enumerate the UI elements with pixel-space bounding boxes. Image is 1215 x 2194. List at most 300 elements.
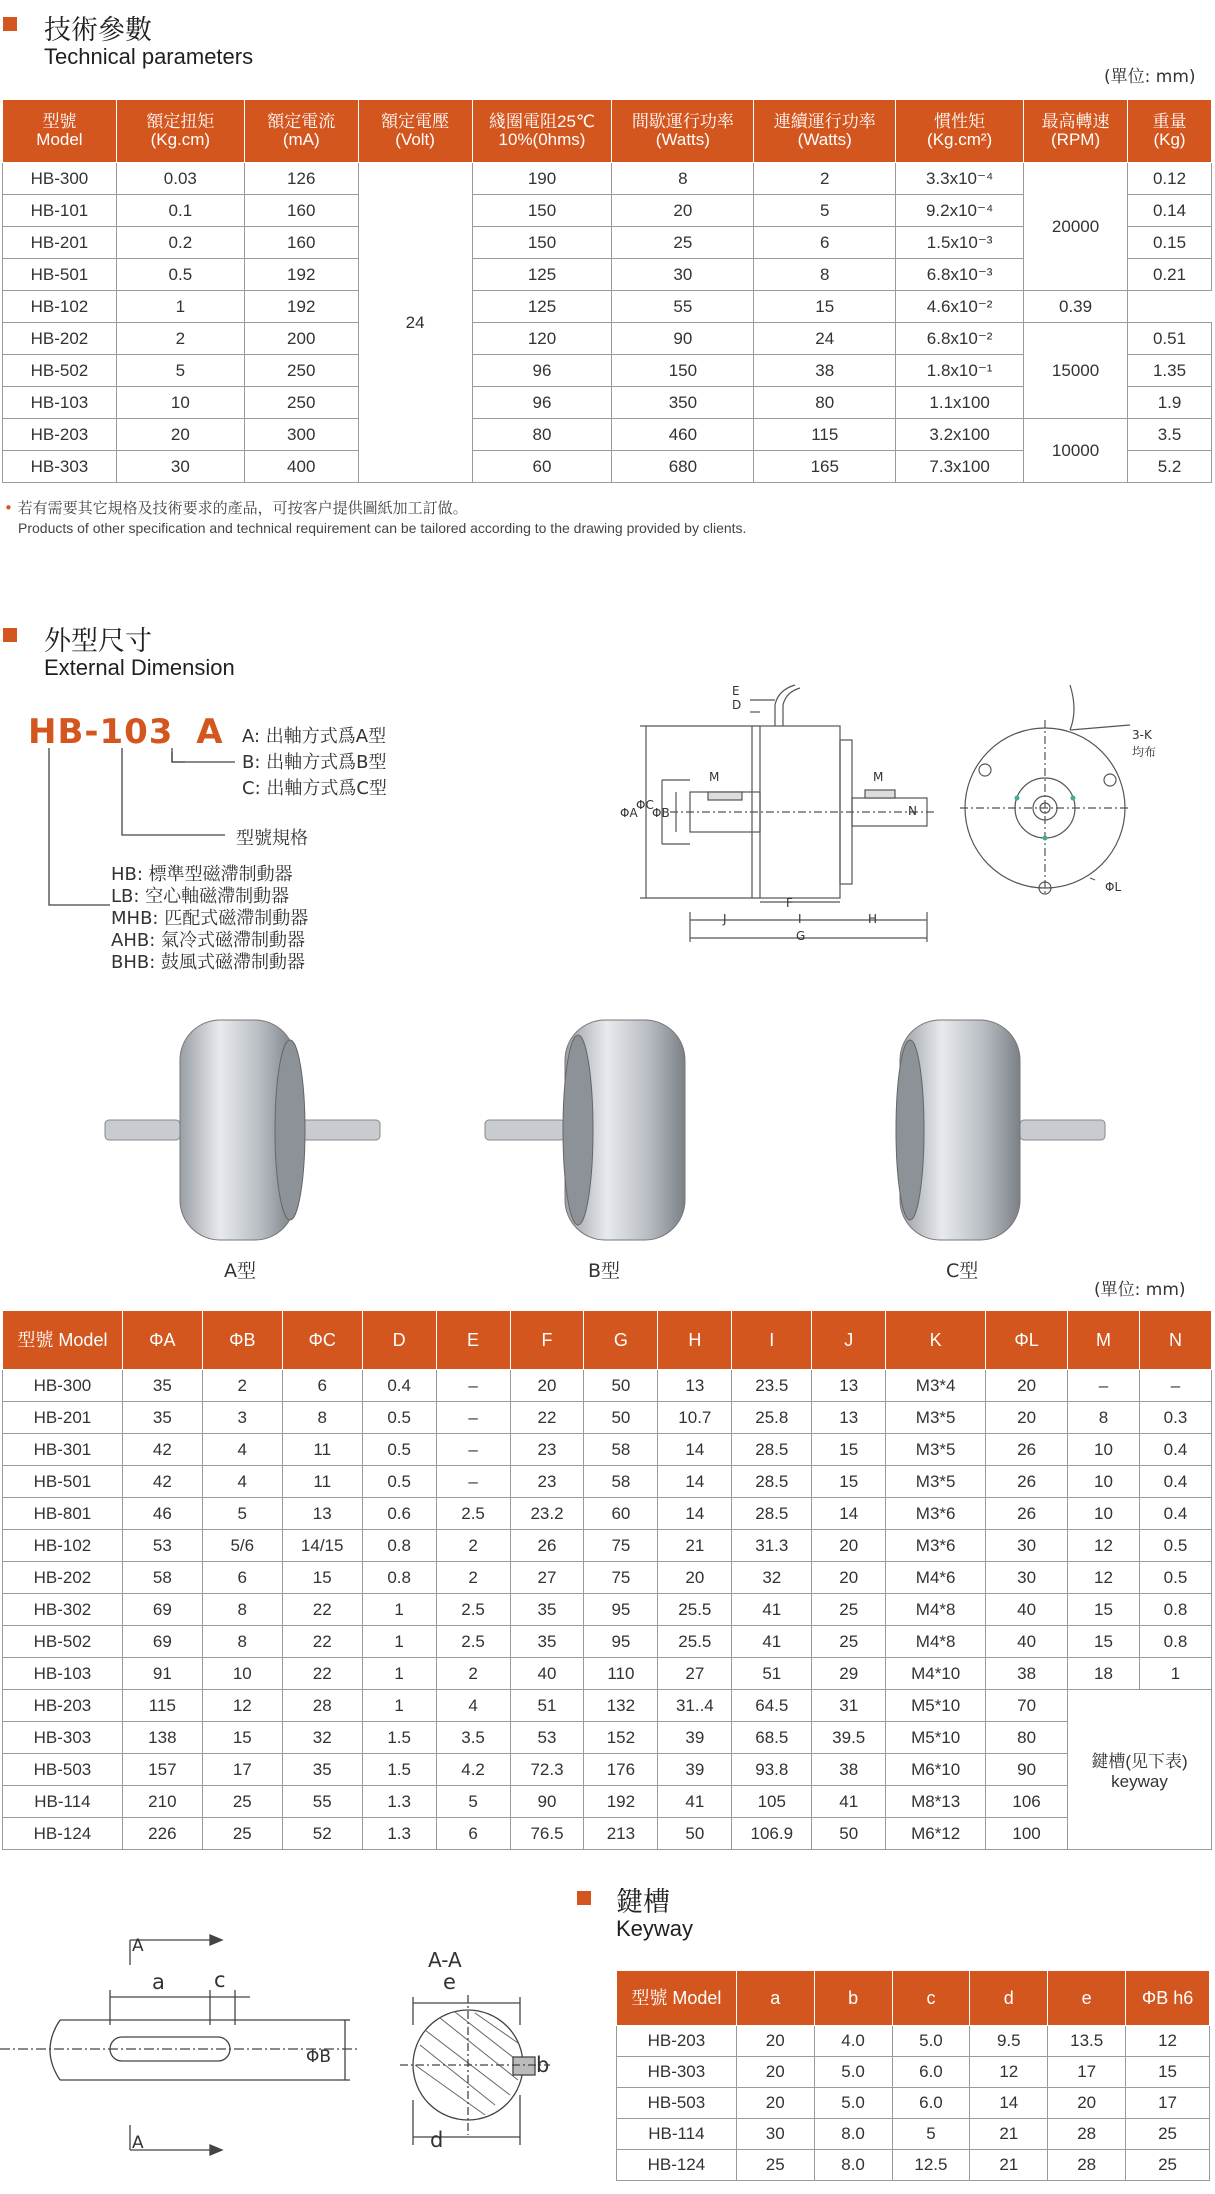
table-cell: HB-201 <box>3 1402 123 1434</box>
table-cell: 5 <box>892 2119 970 2150</box>
table-cell: 50 <box>584 1402 658 1434</box>
table-cell: 12.5 <box>892 2150 970 2181</box>
table-cell: 25 <box>736 2150 814 2181</box>
table-cell: 2.5 <box>436 1594 510 1626</box>
table-cell: 8 <box>1068 1402 1140 1434</box>
column-header <box>612 100 754 163</box>
keyway-label-e: e <box>443 1970 456 1994</box>
table-row <box>3 1658 1212 1690</box>
dim-label-phia: ΦA <box>620 806 638 820</box>
column-header: M <box>1068 1311 1140 1370</box>
table-cell: 26 <box>986 1434 1068 1466</box>
table-cell: 35 <box>122 1402 202 1434</box>
table-cell: 15 <box>1126 2057 1210 2088</box>
cell-weight: 0.14 <box>1128 195 1212 227</box>
cell-rpm: 10000 <box>1024 419 1128 483</box>
table-row <box>3 1786 1212 1818</box>
column-header: e <box>1048 1971 1126 2026</box>
keyway-label-d: d <box>430 2128 444 2152</box>
table-cell: 0.8 <box>362 1562 436 1594</box>
table-cell: M3*4 <box>886 1370 986 1402</box>
cell-inertia: 3.3x10⁻⁴ <box>896 163 1024 195</box>
cell-torque: 1 <box>116 291 244 323</box>
column-header: ΦB h6 <box>1126 1971 1210 2026</box>
table-cell: 70 <box>986 1690 1068 1722</box>
table-cell: 38 <box>986 1658 1068 1690</box>
cell-cont_power: 165 <box>754 451 896 483</box>
header-line-en: (Watts) <box>655 130 710 149</box>
dim-label-i: I <box>798 912 802 926</box>
column-header: I <box>732 1311 812 1370</box>
table-cell: 41 <box>658 1786 732 1818</box>
table-cell: 152 <box>584 1722 658 1754</box>
table-row <box>617 2150 1210 2181</box>
column-header: b <box>814 1971 892 2026</box>
cell-torque: 30 <box>116 451 244 483</box>
note-zh-text: 若有需要其它規格及技術要求的產品，可按客户提供圖紙加工訂做。 <box>17 499 468 517</box>
table-cell: 2 <box>436 1562 510 1594</box>
table-cell: 68.5 <box>732 1722 812 1754</box>
table-cell: – <box>436 1466 510 1498</box>
type-mhb: MHB: 匹配式磁滯制動器 <box>111 908 309 929</box>
cell-cont_power: 15 <box>754 291 896 323</box>
header-line-zh: 額定電壓 <box>381 112 450 132</box>
table-row <box>617 2026 1210 2057</box>
table-cell: M4*10 <box>886 1658 986 1690</box>
cell-model: HB-502 <box>3 355 117 387</box>
header-line-zh: 連續運行功率 <box>773 112 876 132</box>
cell-torque: 2 <box>116 323 244 355</box>
table-cell: 20 <box>736 2057 814 2088</box>
table-cell: HB-303 <box>617 2057 737 2088</box>
header-line-zh: 綫圈電阻25℃ <box>488 112 595 132</box>
table-cell: 1 <box>362 1690 436 1722</box>
note-en: Products of other specification and technical requirement can be tailored according to the drawing provided by clients. <box>18 520 747 536</box>
table-cell: 20 <box>986 1370 1068 1402</box>
table-cell: 9.5 <box>970 2026 1048 2057</box>
table-cell: 90 <box>510 1786 584 1818</box>
table-cell: 51 <box>732 1658 812 1690</box>
cell-model: HB-203 <box>3 419 117 451</box>
column-header: E <box>436 1311 510 1370</box>
keyway-label-c: c <box>214 1968 226 1992</box>
table-row <box>3 1434 1212 1466</box>
table-cell: 100 <box>986 1818 1068 1850</box>
table-cell: 10 <box>1068 1434 1140 1466</box>
table-cell: 51 <box>510 1690 584 1722</box>
dim-label-k-even: 均布 <box>1132 745 1157 759</box>
table-cell: 50 <box>812 1818 886 1850</box>
table-cell: 10 <box>1068 1498 1140 1530</box>
table-cell: HB-124 <box>617 2150 737 2181</box>
table-cell: 32 <box>732 1562 812 1594</box>
table-cell: 105 <box>732 1786 812 1818</box>
header-line-en: 10%(0hms) <box>498 130 586 149</box>
table-cell: 22 <box>282 1658 362 1690</box>
table-cell: 2 <box>436 1658 510 1690</box>
table-cell: 4 <box>202 1466 282 1498</box>
dim-label-h: H <box>868 912 878 926</box>
table-cell: 26 <box>510 1530 584 1562</box>
cell-torque: 0.2 <box>116 227 244 259</box>
table-cell: 35 <box>510 1594 584 1626</box>
table-cell: 58 <box>584 1434 658 1466</box>
table-cell: 26 <box>986 1498 1068 1530</box>
table-cell: HB-103 <box>3 1658 123 1690</box>
product-image-a <box>100 1010 390 1250</box>
column-header <box>472 100 612 163</box>
table-cell: 176 <box>584 1754 658 1786</box>
table-cell: 15 <box>812 1434 886 1466</box>
column-header: ΦA <box>122 1311 202 1370</box>
table-cell: 95 <box>584 1594 658 1626</box>
table-cell: 69 <box>122 1594 202 1626</box>
table-cell: 8 <box>202 1626 282 1658</box>
keyway-label-a2: A <box>132 2133 144 2153</box>
header-line-zh: 重量 <box>1152 112 1187 132</box>
cell-cont_power: 6 <box>754 227 896 259</box>
technical-parameters-table <box>2 99 1212 483</box>
column-header: ΦL <box>986 1311 1068 1370</box>
header-line-en: (Kg) <box>1153 130 1186 149</box>
shaft-option-a: A: 出軸方式爲A型 <box>242 726 387 747</box>
unit-label: (單位: mm) <box>1104 67 1196 87</box>
table-cell: 138 <box>122 1722 202 1754</box>
table-row <box>3 291 1212 323</box>
cell-weight: 0.12 <box>1128 163 1212 195</box>
table-cell: 1.3 <box>362 1786 436 1818</box>
table-cell: 10 <box>202 1658 282 1690</box>
table-cell: 28.5 <box>732 1466 812 1498</box>
table-cell: 29 <box>812 1658 886 1690</box>
cell-int_power: 8 <box>612 163 754 195</box>
table-cell: 0.4 <box>1139 1466 1211 1498</box>
cell-int_power: 30 <box>612 259 754 291</box>
table-cell: 15 <box>202 1722 282 1754</box>
cell-cont_power: 80 <box>754 387 896 419</box>
table-cell: 20 <box>1048 2088 1126 2119</box>
column-header: a <box>736 1971 814 2026</box>
section-title-zh: 技術參數 <box>44 15 152 46</box>
table-cell: HB-300 <box>3 1370 123 1402</box>
cell-inertia: 6.8x10⁻³ <box>896 259 1024 291</box>
table-cell: 106 <box>986 1786 1068 1818</box>
table-cell: 157 <box>122 1754 202 1786</box>
table-cell: 10.7 <box>658 1402 732 1434</box>
table-cell: 4 <box>202 1434 282 1466</box>
cell-current: 400 <box>244 451 358 483</box>
table-cell: 42 <box>122 1434 202 1466</box>
table-cell: 25 <box>812 1594 886 1626</box>
cell-cont_power: 24 <box>754 323 896 355</box>
table-cell: 1.5 <box>362 1754 436 1786</box>
table-cell: 5 <box>202 1498 282 1530</box>
table-cell: 42 <box>122 1466 202 1498</box>
table-cell: 5 <box>436 1786 510 1818</box>
product-image-c <box>880 1010 1110 1250</box>
table-cell: 93.8 <box>732 1754 812 1786</box>
type-hb: HB: 標準型磁滯制動器 <box>111 864 293 885</box>
table-cell: 46 <box>122 1498 202 1530</box>
note-zh <box>4 497 468 518</box>
column-header: ΦB <box>202 1311 282 1370</box>
table-cell: 15 <box>1068 1626 1140 1658</box>
cell-int_power: 25 <box>612 227 754 259</box>
column-header: 型號 Model <box>3 1311 123 1370</box>
table-cell: 64.5 <box>732 1690 812 1722</box>
table-cell: M3*6 <box>886 1498 986 1530</box>
table-cell: M5*10 <box>886 1722 986 1754</box>
table-row <box>3 1690 1212 1722</box>
table-cell: 14 <box>658 1434 732 1466</box>
table-cell: M5*10 <box>886 1690 986 1722</box>
table-cell: 20 <box>812 1562 886 1594</box>
table-cell: 8.0 <box>814 2150 892 2181</box>
cell-current: 250 <box>244 387 358 419</box>
section-title-en: Keyway <box>616 1916 694 1941</box>
table-cell: 0.5 <box>362 1434 436 1466</box>
cell-torque: 0.03 <box>116 163 244 195</box>
table-cell: 192 <box>584 1786 658 1818</box>
table-row <box>3 1498 1212 1530</box>
dim-label-g: G <box>796 929 806 943</box>
table-cell: 0.4 <box>1139 1498 1211 1530</box>
cell-model: HB-501 <box>3 259 117 291</box>
table-cell: 14 <box>658 1466 732 1498</box>
cell-torque: 0.5 <box>116 259 244 291</box>
header-line-zh: 慣性矩 <box>934 112 986 132</box>
table-cell: 0.8 <box>1139 1594 1211 1626</box>
table-cell: 52 <box>282 1818 362 1850</box>
cell-resistance: 60 <box>472 451 612 483</box>
table-cell: 2 <box>202 1370 282 1402</box>
type-bhb: BHB: 鼓風式磁滯制動器 <box>111 952 306 973</box>
table-row <box>3 323 1212 355</box>
keyway-side-drawing <box>0 1925 390 2165</box>
table-cell: HB-301 <box>3 1434 123 1466</box>
header-line-en: (RPM) <box>1051 130 1101 149</box>
cell-torque: 10 <box>116 387 244 419</box>
table-row <box>617 2088 1210 2119</box>
column-header <box>244 100 358 163</box>
cell-weight: 0.51 <box>1128 323 1212 355</box>
cell-inertia: 9.2x10⁻⁴ <box>896 195 1024 227</box>
cell-resistance: 150 <box>472 195 612 227</box>
table-cell: 15 <box>282 1562 362 1594</box>
table-row <box>3 1562 1212 1594</box>
table-cell: 27 <box>510 1562 584 1594</box>
table-cell: – <box>436 1370 510 1402</box>
column-header: D <box>362 1311 436 1370</box>
table-cell: 58 <box>122 1562 202 1594</box>
keyway-label-a1: A <box>132 1936 144 1956</box>
table-cell: 28.5 <box>732 1498 812 1530</box>
table-cell: 35 <box>282 1754 362 1786</box>
table-cell: HB-203 <box>3 1690 123 1722</box>
table-cell: 25.5 <box>658 1626 732 1658</box>
cell-current: 250 <box>244 355 358 387</box>
table-cell: 13 <box>812 1370 886 1402</box>
cell-resistance: 150 <box>472 227 612 259</box>
table-cell: HB-202 <box>3 1562 123 1594</box>
table-cell: 90 <box>986 1754 1068 1786</box>
table-cell: HB-114 <box>3 1786 123 1818</box>
cell-cont_power: 2 <box>754 163 896 195</box>
table-row <box>617 2057 1210 2088</box>
section-title-en: External Dimension <box>44 655 235 680</box>
header-line-en: (Watts) <box>797 130 852 149</box>
header-line-en: (Kg.cm²) <box>927 130 993 149</box>
table-cell: HB-114 <box>617 2119 737 2150</box>
table-cell: 25 <box>812 1626 886 1658</box>
cell-current: 160 <box>244 195 358 227</box>
cell-resistance: 96 <box>472 355 612 387</box>
table-cell: 0.5 <box>362 1466 436 1498</box>
table-cell: 31 <box>812 1690 886 1722</box>
table-cell: HB-501 <box>3 1466 123 1498</box>
table-cell: M3*5 <box>886 1434 986 1466</box>
model-code-main: HB-103 <box>28 712 174 752</box>
table-cell: 23.2 <box>510 1498 584 1530</box>
table-cell: HB-303 <box>3 1722 123 1754</box>
table-cell: 39 <box>658 1722 732 1754</box>
cell-resistance: 96 <box>472 387 612 419</box>
column-header: J <box>812 1311 886 1370</box>
table-cell: 25 <box>202 1818 282 1850</box>
dimension-table <box>2 1310 1212 1850</box>
cell-current: 192 <box>244 259 358 291</box>
table-cell: 22 <box>282 1626 362 1658</box>
cell-model: HB-202 <box>3 323 117 355</box>
cell-inertia: 1.8x10⁻¹ <box>896 355 1024 387</box>
table-cell: 25 <box>1126 2150 1210 2181</box>
table-cell: 5.0 <box>892 2026 970 2057</box>
dim-label-phic: ΦC <box>636 798 654 812</box>
type-ahb: AHB: 氣冷式磁滯制動器 <box>111 930 305 951</box>
table-cell: 5.0 <box>814 2057 892 2088</box>
table-cell: 41 <box>732 1626 812 1658</box>
shaft-option-b: B: 出軸方式爲B型 <box>242 752 387 773</box>
table-row <box>3 419 1212 451</box>
table-row <box>3 1722 1212 1754</box>
table-cell: 21 <box>970 2119 1048 2150</box>
section-bullet <box>577 1891 591 1905</box>
cell-model: HB-102 <box>3 291 117 323</box>
cell-resistance: 125 <box>472 259 612 291</box>
dim-label-k: 3-K <box>1132 728 1152 742</box>
cell-weight: 3.5 <box>1128 419 1212 451</box>
table-row <box>3 1402 1212 1434</box>
column-header: K <box>886 1311 986 1370</box>
table-cell: 20 <box>812 1530 886 1562</box>
table-cell: 18 <box>1068 1658 1140 1690</box>
header-line-zh: 間歇運行功率 <box>631 112 734 132</box>
table-cell: 14 <box>658 1498 732 1530</box>
cell-current: 300 <box>244 419 358 451</box>
cell-resistance: 190 <box>472 163 612 195</box>
keyway-note-en: keyway <box>1111 1772 1168 1791</box>
table-cell: 106.9 <box>732 1818 812 1850</box>
table-cell: 132 <box>584 1690 658 1722</box>
table-cell: 32 <box>282 1722 362 1754</box>
cell-torque: 5 <box>116 355 244 387</box>
table-cell: – <box>1139 1370 1211 1402</box>
image-label-b: B型 <box>588 1260 621 1282</box>
dim-label-j: J <box>723 912 727 926</box>
cell-voltage: 24 <box>358 163 472 483</box>
cell-int_power: 150 <box>612 355 754 387</box>
table-cell: 6 <box>436 1818 510 1850</box>
table-cell: 12 <box>970 2057 1048 2088</box>
column-header: ΦC <box>282 1311 362 1370</box>
keyway-note-zh: 鍵槽(见下表) <box>1091 1752 1188 1771</box>
header-line-zh: 額定電流 <box>267 112 336 132</box>
table-cell: 17 <box>202 1754 282 1786</box>
table-cell: 53 <box>122 1530 202 1562</box>
table-cell: 28.5 <box>732 1434 812 1466</box>
table-cell: 1.5 <box>362 1722 436 1754</box>
table-cell: 5/6 <box>202 1530 282 1562</box>
table-cell: 80 <box>986 1722 1068 1754</box>
table-cell: M6*12 <box>886 1818 986 1850</box>
table-cell: 20 <box>658 1562 732 1594</box>
table-cell: 50 <box>658 1818 732 1850</box>
table-cell: 0.3 <box>1139 1402 1211 1434</box>
table-cell: 1.3 <box>362 1818 436 1850</box>
cell-model: HB-300 <box>3 163 117 195</box>
column-header: d <box>970 1971 1048 2026</box>
table-row <box>3 1594 1212 1626</box>
table-cell: 15 <box>1068 1594 1140 1626</box>
table-cell: 25 <box>202 1786 282 1818</box>
header-line-en: (Kg.cm) <box>150 130 211 149</box>
model-code-suffix: A <box>196 712 224 752</box>
table-cell: 50 <box>584 1370 658 1402</box>
table-cell: 13 <box>658 1370 732 1402</box>
table-cell: 55 <box>282 1786 362 1818</box>
table-cell: 8.0 <box>814 2119 892 2150</box>
keyway-label-aa: A-A <box>428 1948 462 1972</box>
cell-keyway-note <box>1068 1690 1212 1850</box>
cell-weight: 0.39 <box>1024 291 1128 323</box>
table-cell: 210 <box>122 1786 202 1818</box>
cell-current: 192 <box>244 291 358 323</box>
cell-current: 126 <box>244 163 358 195</box>
table-cell: 25 <box>1126 2119 1210 2150</box>
table-cell: HB-124 <box>3 1818 123 1850</box>
table-cell: 28 <box>282 1690 362 1722</box>
cell-rpm: 20000 <box>1024 163 1128 291</box>
keyway-label-a: a <box>152 1970 165 1994</box>
dim-label-d: D <box>732 698 742 712</box>
dim-label-f: F <box>786 896 793 910</box>
header-line-zh: 型號 <box>42 112 77 132</box>
table-cell: 38 <box>812 1754 886 1786</box>
table-cell: 23 <box>510 1466 584 1498</box>
table-cell: 35 <box>122 1370 202 1402</box>
table-cell: 0.6 <box>362 1498 436 1530</box>
table-cell: 14 <box>970 2088 1048 2119</box>
table-cell: 40 <box>986 1626 1068 1658</box>
table-row <box>617 2119 1210 2150</box>
table-cell: 213 <box>584 1818 658 1850</box>
column-header: N <box>1139 1311 1211 1370</box>
table-row <box>3 1754 1212 1786</box>
table-cell: 10 <box>1068 1466 1140 1498</box>
table-cell: 22 <box>282 1594 362 1626</box>
table-cell: M4*8 <box>886 1594 986 1626</box>
table-cell: 17 <box>1048 2057 1126 2088</box>
